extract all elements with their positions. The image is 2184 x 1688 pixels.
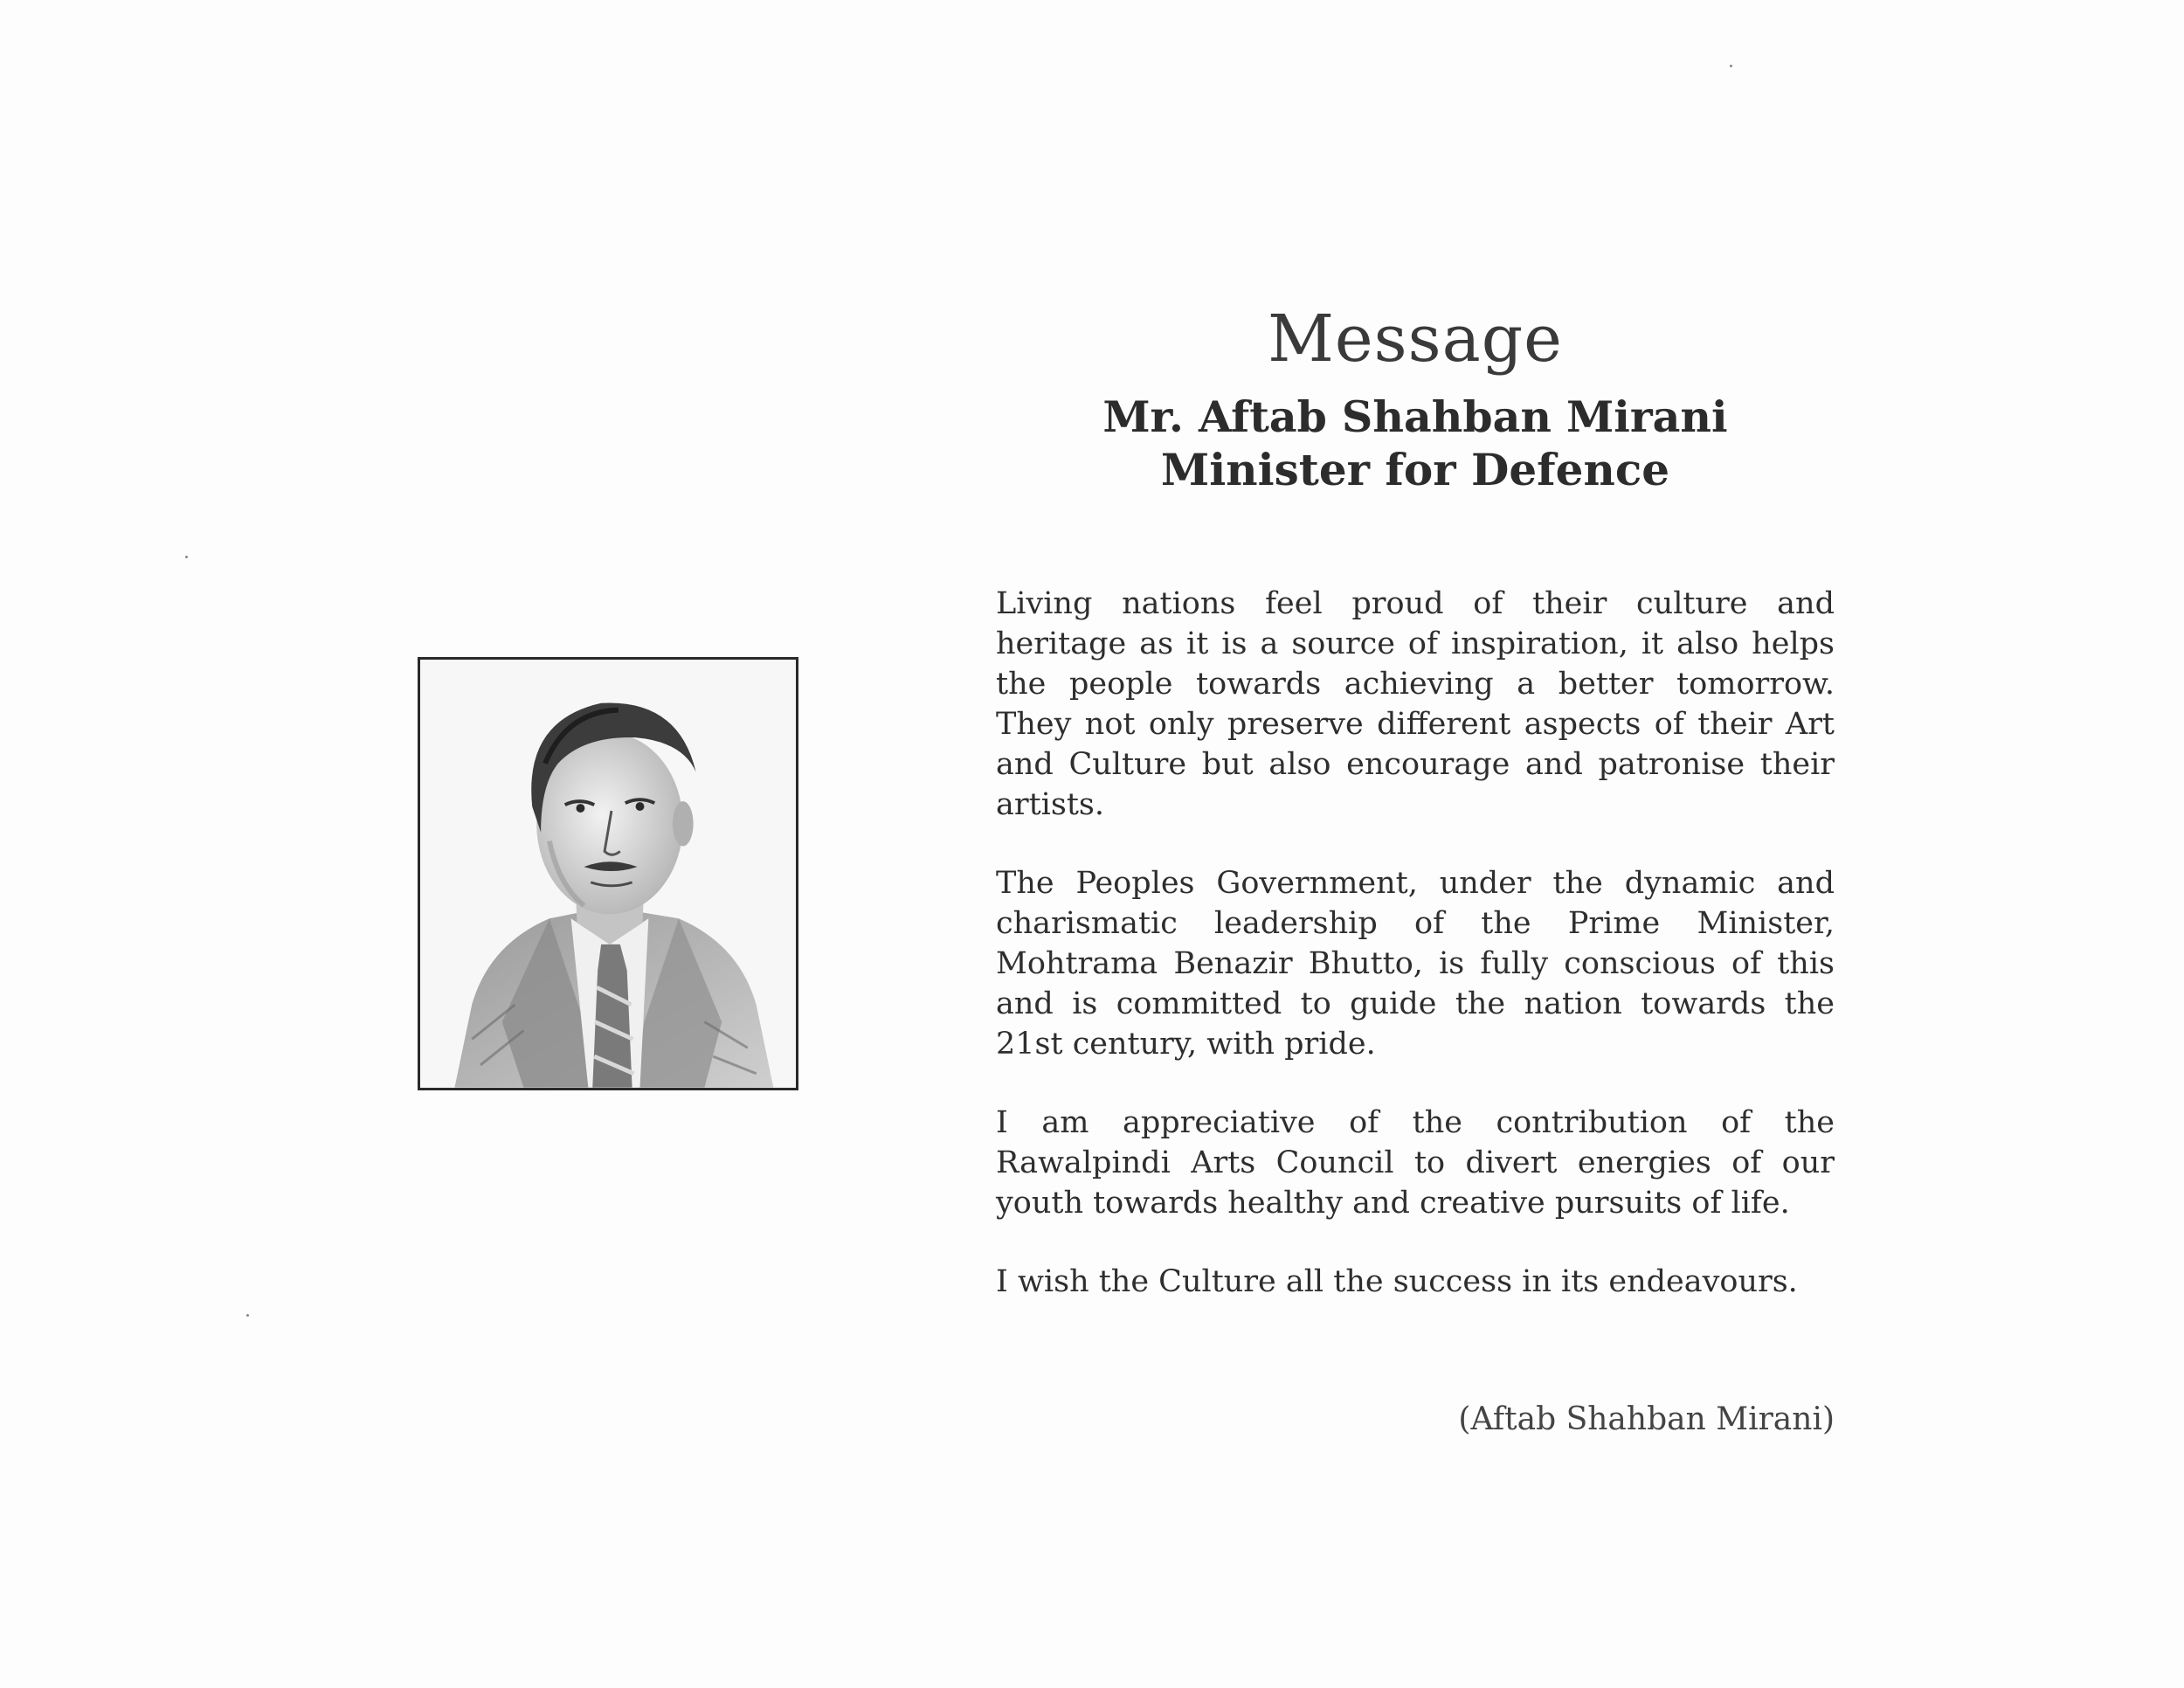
- scan-speck: [185, 556, 188, 558]
- paragraph-1: Living nations feel proud of their culture and heritage as it is a source of inspiration, it also helps the people towards achieving a better tomorrow. They not only preserve different aspects of their Art and Culture but also encourage and patronise their artists.: [996, 586, 1835, 822]
- scan-speck: [246, 1314, 249, 1317]
- portrait-drawing: [420, 660, 796, 1088]
- scan-speck: [1730, 65, 1732, 67]
- signature: (Aftab Shahban Mirani): [1458, 1401, 1835, 1437]
- paragraph-2: The Peoples Government, under the dynamic and charismatic leadership of the Prime Minister, Mohtrama Benazir Bhutto, is fully conscious of this and is committed to guide the nation towards the 21st century, with pride.: [996, 866, 1835, 1062]
- message-heading: Message: [1268, 301, 1563, 377]
- paragraph-4: I wish the Culture all the success in its endeavours.: [996, 1264, 1798, 1299]
- message-body: [996, 584, 1835, 1340]
- paragraph-3: I am appreciative of the contribution of the Rawalpindi Arts Council to divert energies of our youth towards healthy and creative pursuits of life.: [996, 1105, 1835, 1221]
- portrait-sketch: [418, 657, 798, 1090]
- author-name: Mr. Aftab Shahban Mirani: [1102, 391, 1728, 442]
- author-title: Minister for Defence: [1160, 444, 1670, 495]
